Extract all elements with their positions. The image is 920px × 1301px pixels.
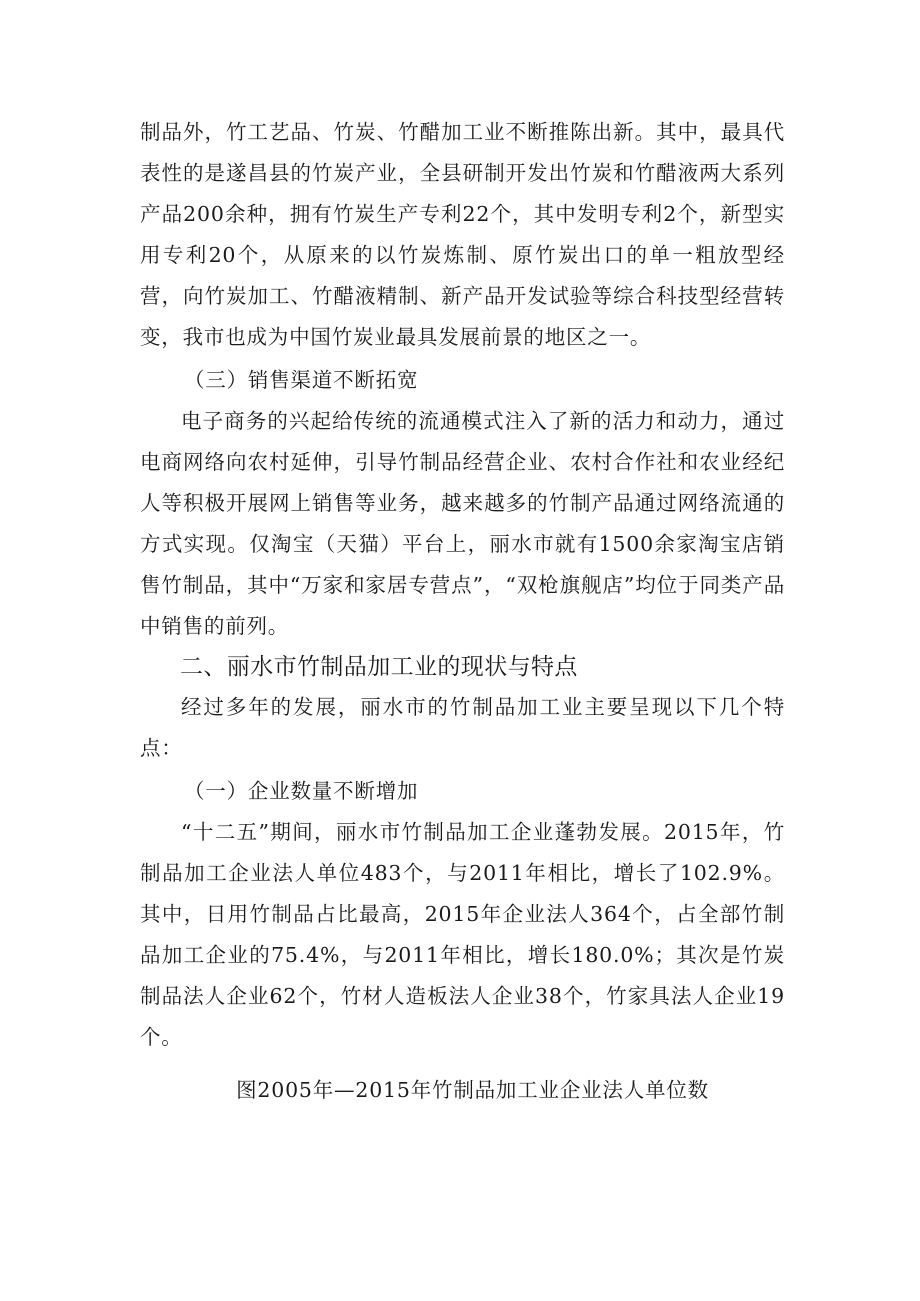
subheading-sales-channels: （三）销售渠道不断拓宽 bbox=[184, 368, 419, 392]
section-heading-current-status: 二、丽水市竹制品加工业的现状与特点 bbox=[180, 654, 578, 680]
paragraph-enterprise-stats: “十二五”期间，丽水市竹制品加工企业蓬勃发展。2015年，竹制品加工企业法人单位483个，与2011年相比，增长了102.9%。其中，日用竹制品占比最高，2015年企业法人364个，占全部竹制品加工企业的75.4%，与2011年相比，增长180.0%；其次是竹炭制品法人企业62个，竹材人造板法人企业38个，竹家具法人企业19个。 bbox=[140, 820, 785, 1049]
paragraph-intro: 经过多年的发展，丽水市的竹制品加工业主要呈现以下几个特点： bbox=[140, 695, 785, 760]
subheading-enterprise-count: （一）企业数量不断增加 bbox=[184, 779, 419, 803]
paragraph-ecommerce: 电子商务的兴起给传统的流通模式注入了新的活力和动力，通过电商网络向农村延伸，引导竹制品经营企业、农村合作社和农业经纪人等积极开展网上销售等业务，越来越多的竹制产品通过网络流通的方式实现。仅淘宝（天猫）平台上，丽水市就有1500余家淘宝店销售竹制品，其中“万家和家居专营点”，“双枪旗舰店”均位于同类产品中销售的前列。 bbox=[140, 409, 785, 638]
figure-caption: 图2005年—2015年竹制品加工业企业法人单位数 bbox=[236, 1078, 709, 1102]
paragraph-bamboo-charcoal: 制品外，竹工艺品、竹炭、竹醋加工业不断推陈出新。其中，最具代表性的是遂昌县的竹炭产业，全县研制开发出竹炭和竹醋液两大系列产品200余种，拥有竹炭生产专利22个，其中发明专利2个，新型实用专利20个，从原来的以竹炭炼制、原竹炭出口的单一粗放型经营，向竹炭加工、竹醋液精制、新产品开发试验等综合科技型经营转变，我市也成为中国竹炭业最具发展前景的地区之一。 bbox=[140, 120, 785, 349]
document-body bbox=[140, 112, 785, 1110]
